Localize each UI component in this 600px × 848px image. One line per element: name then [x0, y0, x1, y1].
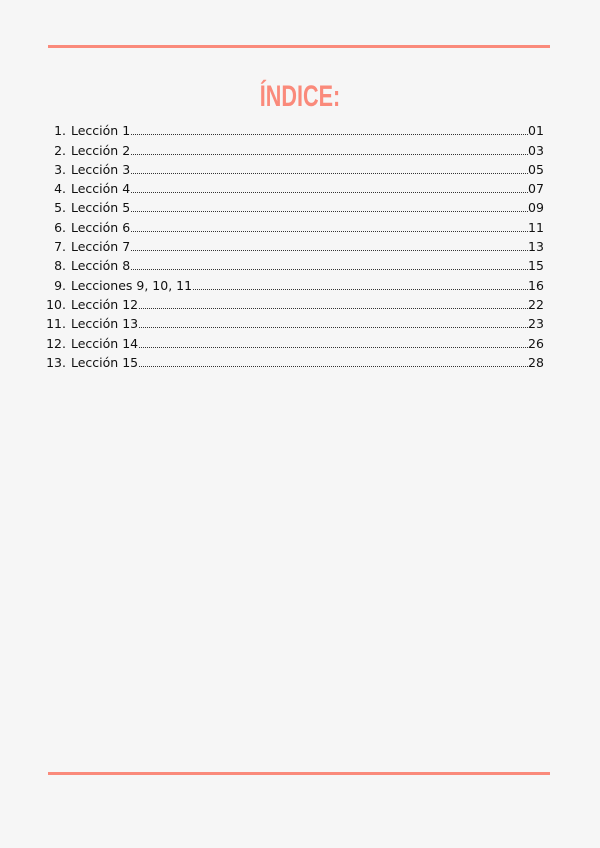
- toc-entry-label-wrap: [71, 258, 528, 273]
- toc-entry-label-wrap: [71, 181, 528, 196]
- dot-leader: [131, 172, 528, 174]
- toc-entry-label: Lección 4: [71, 181, 131, 197]
- dot-leader: [131, 268, 528, 270]
- toc-entry-number: 12.: [46, 335, 66, 351]
- toc-entry[interactable]: [0, 178, 600, 197]
- toc-entry-page: 01: [528, 123, 544, 139]
- toc-entry-page: 07: [528, 181, 544, 197]
- toc-entry-label-wrap: [71, 336, 528, 351]
- toc-entry-number: 7.: [54, 239, 66, 255]
- toc-entry[interactable]: [0, 255, 600, 274]
- dot-leader: [139, 365, 528, 367]
- toc-entry-label: Lección 7: [71, 239, 131, 255]
- toc-entry[interactable]: [0, 236, 600, 255]
- toc-entry-label: Lección 15: [71, 354, 139, 370]
- dot-leader: [139, 307, 528, 309]
- toc-entry[interactable]: [0, 294, 600, 313]
- toc-entry-number: 6.: [54, 219, 66, 235]
- toc-entry-label-wrap: [71, 297, 528, 312]
- toc-entry-page: 13: [528, 239, 544, 255]
- dot-leader: [131, 153, 528, 155]
- toc-entry-label-wrap: [71, 355, 528, 370]
- toc-entry-number: 2.: [54, 142, 66, 158]
- toc-entry-page: 28: [528, 354, 544, 370]
- toc-entry-label: Lección 8: [71, 258, 131, 274]
- toc-entry[interactable]: [0, 216, 600, 235]
- toc-entry-number: 3.: [54, 161, 66, 177]
- toc-entry[interactable]: [0, 352, 600, 371]
- dot-leader: [131, 133, 528, 135]
- toc-entry[interactable]: [0, 197, 600, 216]
- toc-entry-label: Lección 13: [71, 316, 139, 332]
- toc-entry-label-wrap: [71, 143, 528, 158]
- toc-entry-label-wrap: [71, 220, 528, 235]
- toc-entry-page: 15: [528, 258, 544, 274]
- top-divider: [48, 45, 550, 48]
- page-title: ÍNDICE:: [259, 80, 341, 114]
- toc-entry-page: 05: [528, 161, 544, 177]
- dot-leader: [131, 249, 528, 251]
- toc-entry-number: 1.: [54, 123, 66, 139]
- toc-entry-label: Lección 3: [71, 161, 131, 177]
- table-of-contents: [0, 120, 600, 371]
- toc-entry[interactable]: [0, 332, 600, 351]
- toc-entry[interactable]: [0, 120, 600, 139]
- dot-leader: [131, 230, 528, 232]
- toc-entry-page: 03: [528, 142, 544, 158]
- toc-entry-page: 11: [528, 219, 544, 235]
- toc-entry-label: Lección 1: [71, 123, 131, 139]
- toc-entry-label: Lección 2: [71, 142, 131, 158]
- toc-entry-page: 22: [528, 296, 544, 312]
- dot-leader: [131, 210, 528, 212]
- dot-leader: [193, 288, 528, 290]
- toc-entry-label: Lecciones 9, 10, 11: [71, 277, 193, 293]
- toc-entry-number: 9.: [54, 277, 66, 293]
- toc-entry-page: 09: [528, 200, 544, 216]
- toc-entry-label: Lección 14: [71, 335, 139, 351]
- toc-entry-label-wrap: [71, 123, 528, 138]
- toc-entry-number: 11.: [46, 316, 66, 332]
- toc-entry-number: 13.: [46, 354, 66, 370]
- toc-entry-number: 10.: [46, 296, 66, 312]
- toc-entry-label-wrap: [71, 162, 528, 177]
- toc-entry-label: Lección 5: [71, 200, 131, 216]
- toc-entry[interactable]: [0, 313, 600, 332]
- toc-entry-number: 8.: [54, 258, 66, 274]
- toc-entry-page: 16: [528, 277, 544, 293]
- bottom-divider: [48, 772, 550, 775]
- toc-entry-label-wrap: [71, 200, 528, 215]
- toc-entry-number: 5.: [54, 200, 66, 216]
- toc-entry-page: 26: [528, 335, 544, 351]
- toc-entry-label-wrap: [71, 316, 528, 331]
- dot-leader: [139, 326, 528, 328]
- toc-entry-label: Lección 12: [71, 296, 139, 312]
- dot-leader: [139, 346, 528, 348]
- toc-entry[interactable]: [0, 139, 600, 158]
- toc-entry-label: Lección 6: [71, 219, 131, 235]
- toc-entry[interactable]: [0, 159, 600, 178]
- toc-entry-page: 23: [528, 316, 544, 332]
- toc-entry[interactable]: [0, 274, 600, 293]
- toc-entry-label-wrap: [71, 239, 528, 254]
- dot-leader: [131, 191, 528, 193]
- toc-entry-label-wrap: [71, 278, 528, 293]
- toc-entry-number: 4.: [54, 181, 66, 197]
